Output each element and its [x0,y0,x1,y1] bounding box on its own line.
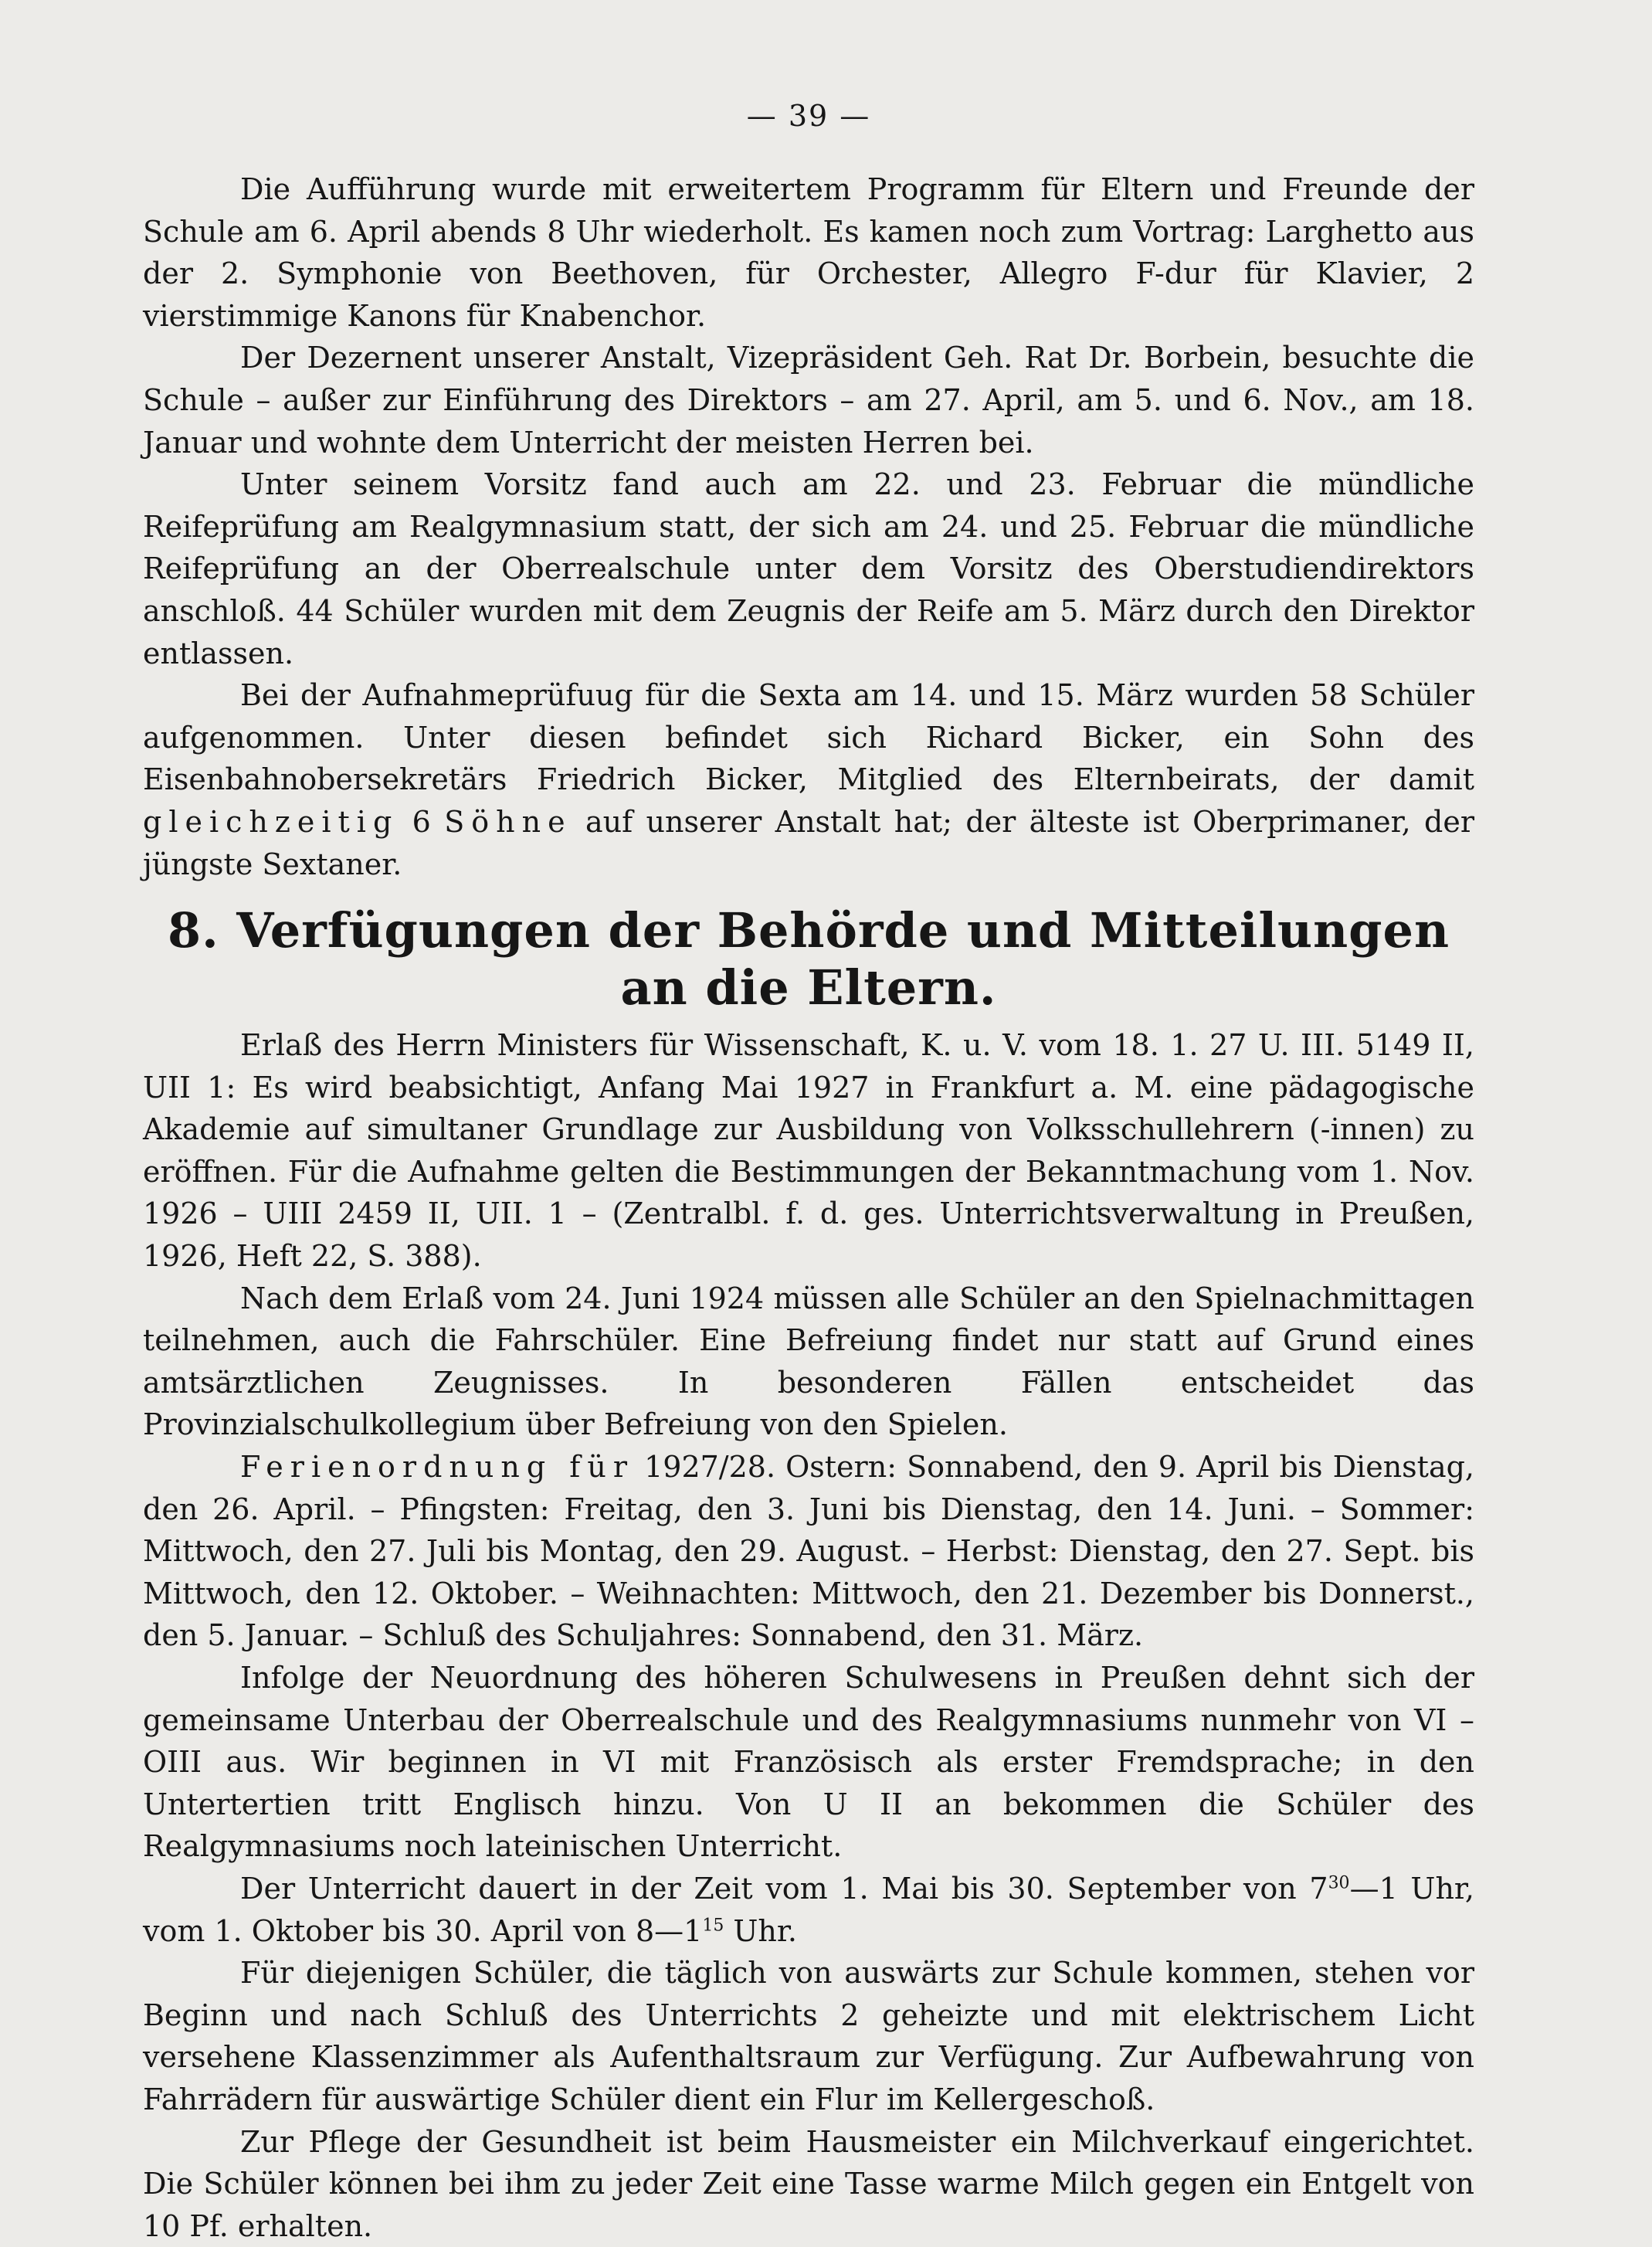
aufnahme-spaced-word-2: Söhne [444,804,572,839]
section-heading-line-2: an die Eltern. [620,959,997,1017]
paragraph-dezernent: Der Dezernent unserer Anstalt, Vizepräsident Geh. Rat Dr. Borbein, besuchte die Schule – außer zur Einführung des Direktors – am 27. April, am 5. und 6. Nov., am 18. Januar und wohnte dem Unterricht der meisten Herren bei. [143,341,1474,460]
paragraph-fahrschueler: Für diejenigen Schüler, die täglich von auswärts zur Schule kommen, stehen vor Beginn und nach Schluß des Unterrichts 2 geheizte und mit elektrischem Licht versehene Klassenzimmer als Aufenthaltsraum zur Verfügung. Zur Aufbewahrung von Fahrrädern für auswärtige Schüler dient ein Flur im Kellergeschoß. [143,1956,1474,2116]
section-heading-line-1: 8. Verfügungen der Behörde und Mitteilungen [167,902,1450,959]
paragraph-neuordnung: Infolge der Neuordnung des höheren Schulwesens in Preußen dehnt sich der gemeinsame Unterbau der Oberrealschule und des Realgymnasiums nunmehr von VI – OIII aus. Wir beginnen in VI mit Französisch als erster Fremdsprache; in den Untertertien tritt Englisch hinzu. Von U II an bekommen die Schüler des Realgymnasiums noch lateinischen Unterricht. [143,1661,1474,1864]
aufnahme-text-after: auf unserer Anstalt hat; der älteste ist Oberprimaner, der jüngste Sextaner. [143,804,1474,881]
unterricht-part-3: Uhr. [724,1913,797,1948]
unterricht-sup-2: 15 [702,1915,724,1935]
paragraph-aufnahmepruefung [143,674,1474,885]
paragraph-ferienordnung [143,1446,1474,1657]
paragraph-spielnachmittage: Nach dem Erlaß vom 24. Juni 1924 müssen alle Schüler an den Spielnachmittagen teilnehmen, auch die Fahrschüler. Eine Befreiung findet nur statt auf Grund eines amtsärztlichen Zeugnisses. In besonderen Fällen entscheidet das Provinzialschulkollegium über Befreiung von den Spielen. [143,1281,1474,1442]
ferienordnung-text: 1927/28. Ostern: Sonnabend, den 9. April bis Dienstag, den 26. April. – Pfingsten: Freitag, den 3. Juni bis Dienstag, den 14. Juni. – Sommer: Mittwoch, den 27. Juli bis Montag, den 29. August. – Herbst: Dienstag, den 27. Sept. bis Mittwoch, den 12. Oktober. – Weihnachten: Mittwoch, den 21. Dezember bis Donnerst., den 5. Januar. – Schluß des Schuljahres: Sonnabend, den 31. März. [143,1450,1475,1653]
section-heading [143,902,1474,1017]
paragraph-unterrichtszeit [143,1868,1474,1952]
paragraph-reifepruefung: Unter seinem Vorsitz fand auch am 22. und 23. Februar die mündliche Reifeprüfung am Realgymnasium statt, der sich am 24. und 25. Februar die mündliche Reifeprüfung an der Oberrealschule unter dem Vorsitz des Oberstudiendirektors anschloß. 44 Schüler wurden mit dem Zeugnis der Reife am 5. März durch den Direktor entlassen. [143,467,1474,670]
unterricht-sup-1: 30 [1328,1873,1350,1893]
paragraph-erlass-akademie: Erlaß des Herrn Ministers für Wissenschaft, K. u. V. vom 18. 1. 27 U. III. 5149 II, UII 1: Es wird beabsichtigt, Anfang Mai 1927 in Frankfurt a. M. eine pädagogische Akademie auf simultaner Grundlage zur Ausbildung von Volksschullehrern (-innen) zu eröffnen. Für die Aufnahme gelten die Bestimmungen der Bekanntmachung vom 1. Nov. 1926 – UIII 2459 II, UII. 1 – (Zentralbl. f. d. ges. Unterrichtsverwaltung in Preußen, 1926, Heft 22, S. 388). [143,1028,1474,1274]
aufnahme-text-middle: 6 [399,804,445,839]
ferienordnung-label: Ferienordnung für [240,1450,634,1485]
unterricht-part-1: Der Unterricht dauert in der Zeit vom 1. Mai bis 30. September von 7 [240,1871,1328,1906]
unterricht-part-2: —1 Uhr, vom 1. Oktober bis 30. April von 8—1 [143,1871,1474,1948]
page-number: — 39 — [746,99,871,133]
paragraph-auffuehrung: Die Aufführung wurde mit erweitertem Programm für Eltern und Freunde der Schule am 6. April abends 8 Uhr wiederholt. Es kamen noch zum Vortrag: Larghetto aus der 2. Symphonie von Beethoven, für Orchester, Allegro F-dur für Klavier, 2 vierstimmige Kanons für Knabenchor. [143,172,1474,333]
paragraph-milchverkauf: Zur Pflege der Gesundheit ist beim Hausmeister ein Milchverkauf eingerichtet. Die Schüler können bei ihm zu jeder Zeit eine Tasse warme Milch gegen ein Entgelt von 10 Pf. erhalten. [143,2124,1474,2243]
aufnahme-spaced-word: gleichzeitig [143,804,399,839]
aufnahme-text-before: Bei der Aufnahmeprüfuug für die Sexta am 14. und 15. März wurden 58 Schüler aufgenommen. Unter diesen befindet sich Richard Bicker, ein Sohn des Eisenbahnobersekretärs Friedrich Bicker, Mitglied des Elternbeirats, der damit [143,678,1474,797]
